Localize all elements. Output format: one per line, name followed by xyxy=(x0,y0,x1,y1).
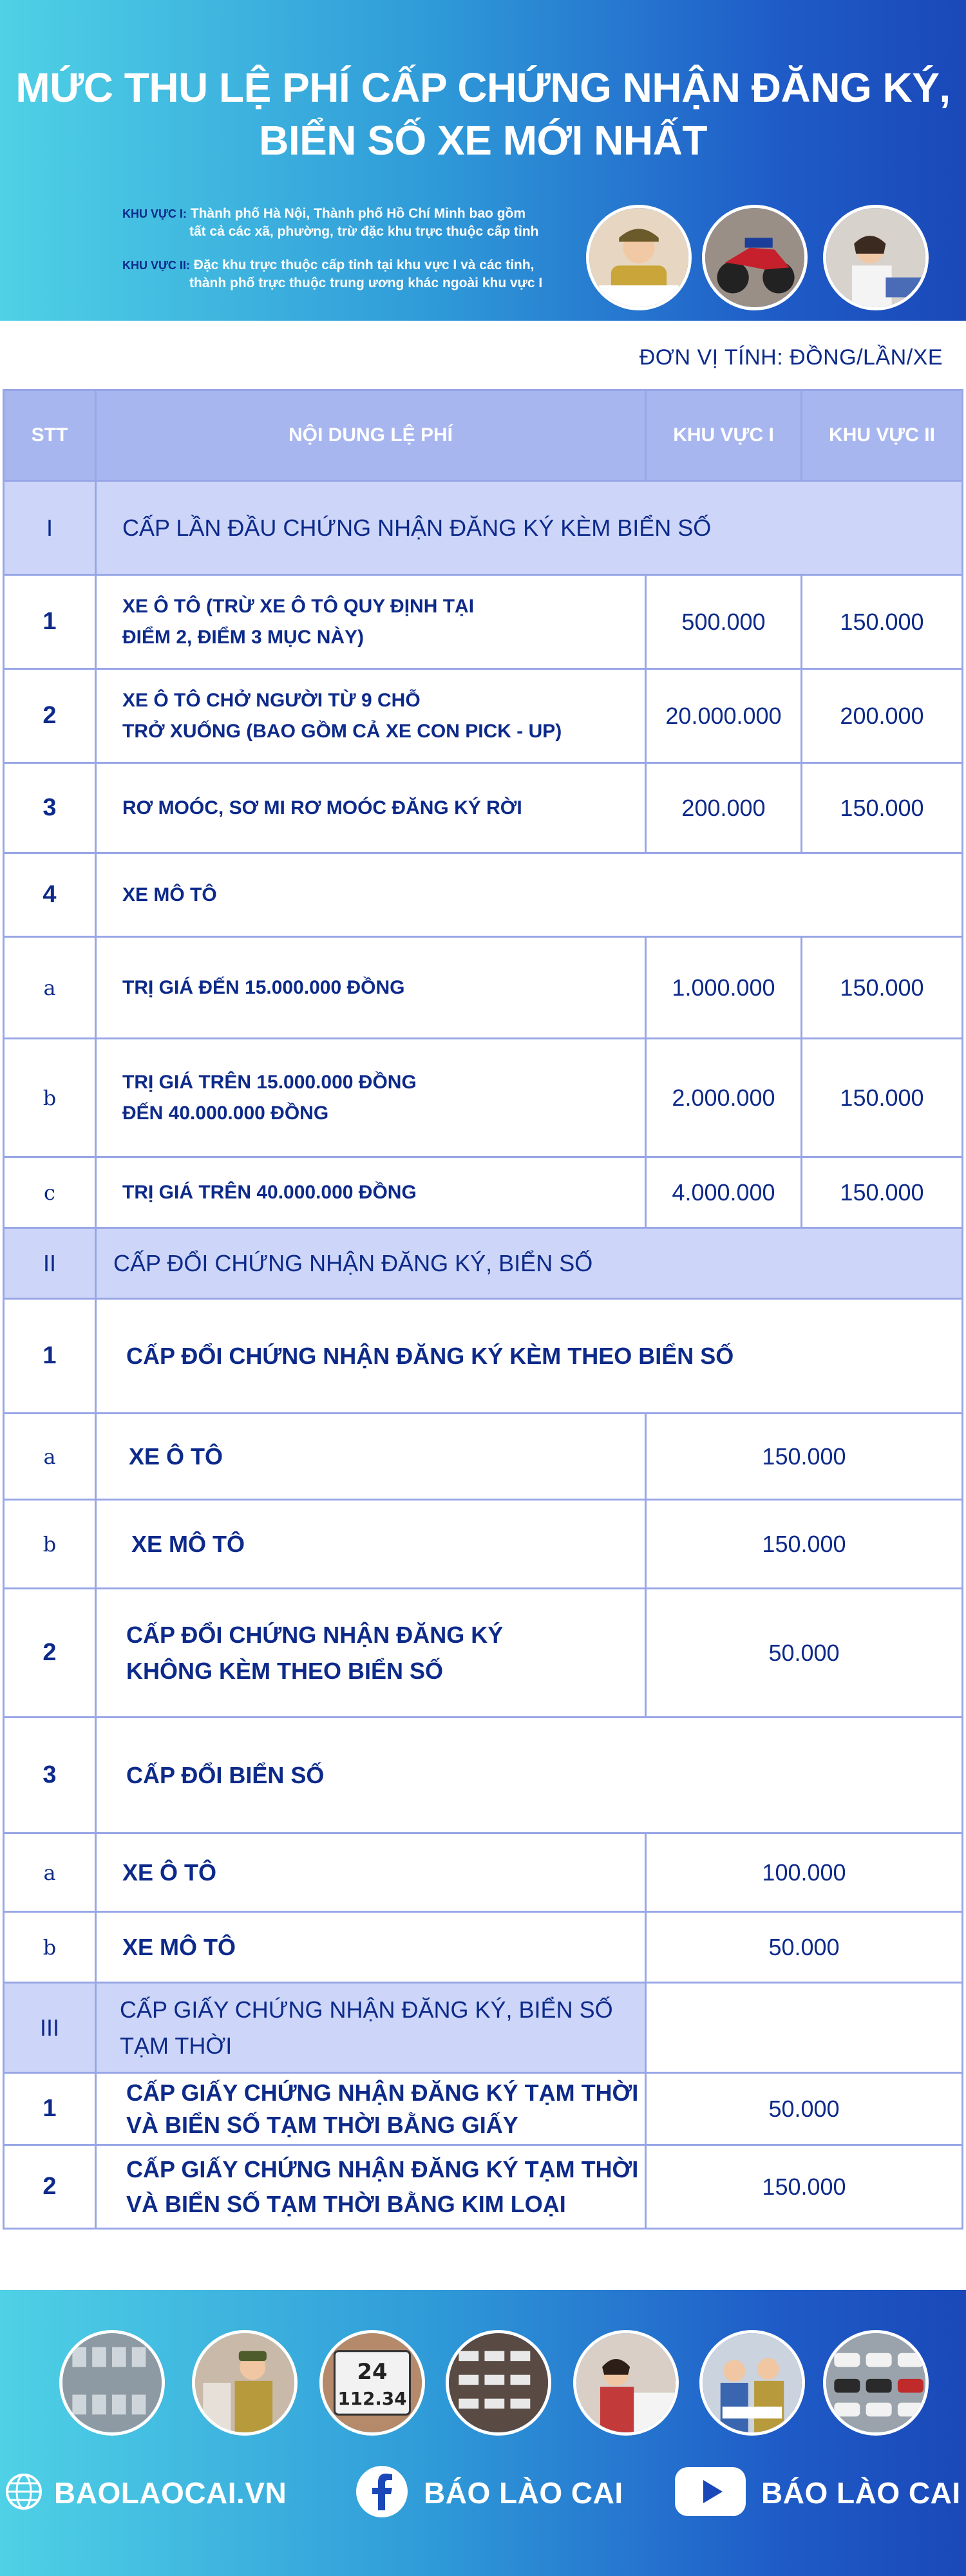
row-content-line-2: ĐIỂM 2, ĐIỂM 3 MỤC NÀY) xyxy=(122,626,365,648)
fee-value: 50.000 xyxy=(768,1639,840,1666)
plate-bottom-text: 112.34 xyxy=(337,2387,407,2409)
motorbike-photo xyxy=(702,205,808,310)
title-line-2: BIỂN SỐ XE MỚI NHẤT xyxy=(259,117,707,164)
zone-1-label: KHU VỰC I: xyxy=(122,207,187,220)
table-row xyxy=(3,1039,963,1158)
fee-zone-1: 4.000.000 xyxy=(672,1179,775,1206)
unit-label: ĐƠN VỊ TÍNH: ĐỒNG/LẦN/XE xyxy=(639,345,943,370)
row-content-line-2: VÀ BIỂN SỐ TẠM THỜI BẰNG GIẤY xyxy=(126,2111,518,2138)
zone-2-description xyxy=(122,256,586,292)
row-content: XE Ô TÔ xyxy=(129,1443,223,1470)
table-row xyxy=(3,1913,963,1984)
youtube-text: BÁO LÀO CAI xyxy=(761,2476,961,2510)
row-number: 1 xyxy=(43,2095,57,2122)
section-title-line-1: CẤP GIẤY CHỨNG NHẬN ĐĂNG KÝ, BIỂN SỐ xyxy=(120,1996,613,2023)
table-row xyxy=(3,2074,963,2146)
facebook-text: BÁO LÀO CAI xyxy=(424,2476,623,2510)
row-content-line-2: TRỞ XUỐNG (BAO GỒM CẢ XE CON PICK - UP) xyxy=(122,720,562,742)
fee-zone-1: 2.000.000 xyxy=(672,1084,775,1111)
table-row xyxy=(3,854,963,938)
fee-value: 150.000 xyxy=(762,2173,846,2200)
row-letter: a xyxy=(43,1444,56,1469)
row-content-line-1: CẤP ĐỔI CHỨNG NHẬN ĐĂNG KÝ xyxy=(126,1621,504,1648)
fee-zone-2: 150.000 xyxy=(840,608,924,635)
header-banner xyxy=(0,0,966,321)
paperwork-photo xyxy=(699,2330,805,2436)
title-line-1: MỨC THU LỆ PHÍ CẤP CHỨNG NHẬN ĐĂNG KÝ, xyxy=(15,64,951,111)
zone-1-description xyxy=(122,205,586,240)
row-number: 4 xyxy=(43,881,57,908)
fee-zone-1: 200.000 xyxy=(681,794,766,821)
plate-top-text: 24 xyxy=(357,2358,388,2384)
row-content: XE MÔ TÔ xyxy=(131,1530,245,1557)
fee-value: 150.000 xyxy=(762,1443,846,1470)
table-header-row xyxy=(3,389,963,482)
row-letter: a xyxy=(43,975,56,1000)
row-number: 2 xyxy=(43,702,57,729)
license-plate-photo xyxy=(319,2330,425,2436)
youtube-icon xyxy=(675,2467,746,2519)
row-number: 3 xyxy=(43,794,57,821)
facebook-icon xyxy=(355,2465,408,2521)
row-letter: a xyxy=(43,1860,56,1885)
section-number: I xyxy=(46,514,53,541)
table-row xyxy=(3,1300,963,1414)
fee-zone-2: 150.000 xyxy=(840,794,924,821)
row-number: 2 xyxy=(43,1639,57,1666)
fee-value: 150.000 xyxy=(762,1530,846,1557)
row-content-line-1: XE Ô TÔ (TRỪ XE Ô TÔ QUY ĐỊNH TẠI xyxy=(122,595,475,617)
header-zone-1: KHU VỰC I xyxy=(647,391,802,480)
section-title: CẤP LẦN ĐẦU CHỨNG NHẬN ĐĂNG KÝ KÈM BIỂN SỐ xyxy=(122,514,712,541)
table-row xyxy=(3,764,963,854)
row-content: TRỊ GIÁ ĐẾN 15.000.000 ĐỒNG xyxy=(122,976,405,998)
row-content-line-2: ĐẾN 40.000.000 ĐỒNG xyxy=(122,1102,329,1124)
row-letter: b xyxy=(43,1935,57,1960)
row-letter: c xyxy=(44,1180,55,1205)
fee-zone-2: 200.000 xyxy=(840,702,924,729)
table-row xyxy=(3,1501,963,1589)
table-row xyxy=(3,2146,963,2230)
table-row xyxy=(3,670,963,764)
section-row xyxy=(3,1984,963,2074)
officer-photo xyxy=(586,205,692,310)
section-title: CẤP ĐỔI CHỨNG NHẬN ĐĂNG KÝ, BIỂN SỐ xyxy=(113,1249,593,1276)
row-letter: b xyxy=(43,1531,57,1557)
row-content-line-2: KHÔNG KÈM THEO BIỂN SỐ xyxy=(126,1657,444,1684)
section-number: II xyxy=(43,1249,56,1276)
header-content: NỘI DUNG LỆ PHÍ xyxy=(97,391,647,480)
header-zone-2: KHU VỰC II xyxy=(802,391,963,480)
table-row xyxy=(3,938,963,1039)
row-content: XE MÔ TÔ xyxy=(122,884,217,905)
facebook-link[interactable] xyxy=(355,2464,623,2522)
table-row xyxy=(3,576,963,670)
row-content-line-1: CẤP GIẤY CHỨNG NHẬN ĐĂNG KÝ TẠM THỜI xyxy=(126,2079,639,2106)
globe-icon xyxy=(5,2473,43,2514)
zone-1-line-1: Thành phố Hà Nội, Thành phố Hồ Chí Minh bao gồm xyxy=(190,206,526,221)
footer-banner xyxy=(0,2290,966,2576)
row-content-line-1: XE Ô TÔ CHỞ NGƯỜI TỪ 9 CHỖ xyxy=(122,689,421,711)
zone-2-line-2: thành phố trực thuộc trung ương khác ngoài khu vực I xyxy=(189,276,543,290)
section-title-line-2: TẠM THỜI xyxy=(120,2032,232,2059)
row-content-line-1: TRỊ GIÁ TRÊN 15.000.000 ĐỒNG xyxy=(122,1071,417,1093)
table-row xyxy=(3,1718,963,1834)
row-letter: b xyxy=(43,1085,57,1110)
fee-zone-1: 500.000 xyxy=(681,608,766,635)
fee-value: 50.000 xyxy=(768,1933,840,1960)
fee-zone-2: 150.000 xyxy=(840,1084,924,1111)
youtube-link[interactable] xyxy=(675,2464,961,2522)
row-number: 2 xyxy=(43,2173,57,2200)
row-number: 3 xyxy=(43,1761,57,1788)
fee-value: 50.000 xyxy=(768,2095,840,2122)
fee-zone-1: 20.000.000 xyxy=(665,702,782,729)
registration-desk-photo xyxy=(573,2330,679,2436)
row-content: XE Ô TÔ xyxy=(122,1859,217,1886)
cars-lot-photo xyxy=(823,2330,929,2436)
row-number: 1 xyxy=(43,1342,57,1369)
table-row xyxy=(3,1589,963,1718)
row-content: TRỊ GIÁ TRÊN 40.000.000 ĐỒNG xyxy=(122,1181,417,1203)
row-content: CẤP ĐỔI BIỂN SỐ xyxy=(126,1761,325,1788)
plates-rack-photo xyxy=(446,2330,551,2436)
section-number: III xyxy=(39,2014,59,2041)
zone-2-line-1: Đặc khu trực thuộc cấp tỉnh tại khu vực I và các tỉnh, xyxy=(193,258,535,272)
row-content: CẤP ĐỔI CHỨNG NHẬN ĐĂNG KÝ KÈM THEO BIỂN SỐ xyxy=(126,1342,734,1369)
fee-value: 100.000 xyxy=(762,1859,846,1886)
fee-zone-2: 150.000 xyxy=(840,1179,924,1206)
zone-2-label: KHU VỰC II: xyxy=(122,259,190,272)
office-photo xyxy=(823,205,929,310)
header-stt: STT xyxy=(3,391,97,480)
table-row xyxy=(3,1834,963,1913)
website-link[interactable] xyxy=(5,2464,287,2522)
zone-1-line-2: tất cả các xã, phường, trừ đặc khu trực thuộc cấp tỉnh xyxy=(189,224,539,239)
website-text: BAOLAOCAI.VN xyxy=(54,2476,287,2510)
row-content: RƠ MOÓC, SƠ MI RƠ MOÓC ĐĂNG KÝ RỜI xyxy=(122,797,522,819)
parking-lot-photo xyxy=(59,2330,165,2436)
table-row xyxy=(3,1414,963,1501)
section-row xyxy=(3,482,963,576)
table-row xyxy=(3,1158,963,1229)
section-row xyxy=(3,1229,963,1300)
fee-zone-2: 150.000 xyxy=(840,974,924,1001)
row-content: XE MÔ TÔ xyxy=(122,1933,236,1960)
fee-zone-1: 1.000.000 xyxy=(672,974,775,1001)
row-content-line-2: VÀ BIỂN SỐ TẠM THỜI BẰNG KIM LOẠI xyxy=(126,2190,566,2217)
police-officer-photo xyxy=(192,2330,298,2436)
row-number: 1 xyxy=(43,608,57,635)
row-content-line-1: CẤP GIẤY CHỨNG NHẬN ĐĂNG KÝ TẠM THỜI xyxy=(126,2155,639,2183)
page-title xyxy=(0,61,966,167)
